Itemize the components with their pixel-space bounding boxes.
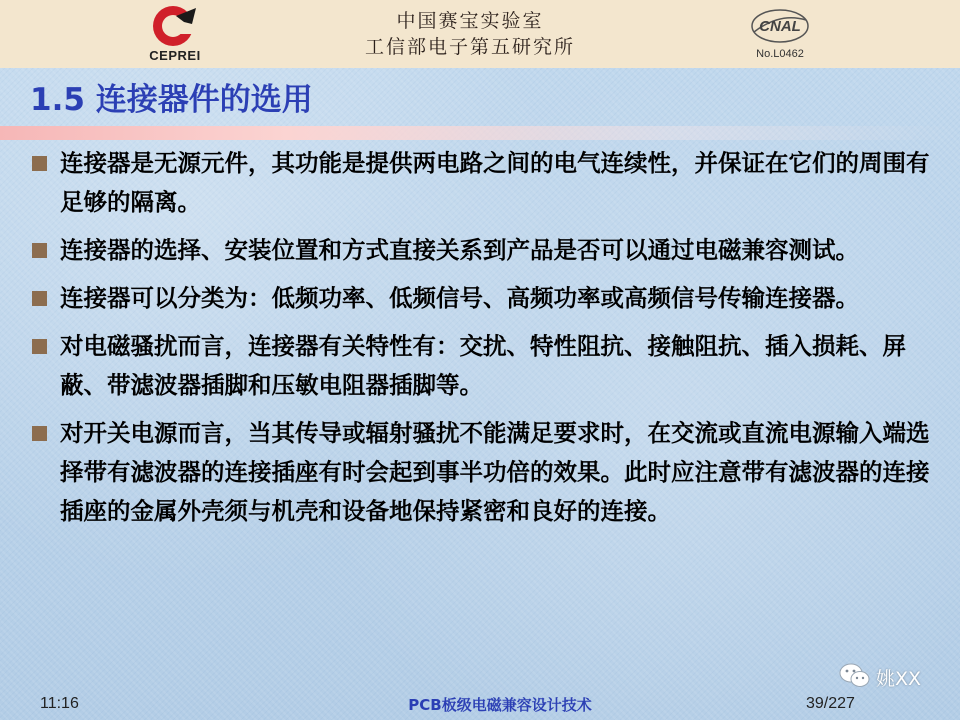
square-bullet-icon xyxy=(32,291,47,306)
bullet-item xyxy=(30,327,930,405)
bullet-list xyxy=(30,144,930,540)
cnal-logo xyxy=(740,6,820,64)
cnal-logo-text: No.L0462 xyxy=(756,48,804,60)
ceprei-logo-text: CEPREI xyxy=(149,48,201,63)
watermark xyxy=(838,658,948,694)
bullet-text: 对电磁骚扰而言，连接器有关特性有：交扰、特性阻抗、接触阻抗、插入损耗、屏蔽、带滤波器插脚和压敏电阻器插脚等。 xyxy=(60,332,906,399)
bullet-item xyxy=(30,414,930,531)
ceprei-logo xyxy=(140,4,210,64)
cnal-logo-icon xyxy=(748,6,812,46)
footer-title: PCB板级电磁兼容设计技术 xyxy=(408,696,592,714)
footer-time: 11:16 xyxy=(40,695,79,712)
watermark-text: 姚XX xyxy=(876,668,922,690)
wechat-icon xyxy=(838,662,872,690)
square-bullet-icon xyxy=(32,426,47,441)
bullet-item xyxy=(30,231,930,270)
bullet-text: 对开关电源而言，当其传导或辐射骚扰不能满足要求时，在交流或直流电源输入端选择带有滤波器的连接插座有时会起到事半功倍的效果。此时应注意带有滤波器的连接插座的金属外壳须与机壳和设备地保持紧密和良好的连接。 xyxy=(60,419,930,525)
bullet-item xyxy=(30,144,930,222)
header-title-line2: 工信部电子第五研究所 xyxy=(364,36,575,58)
slide-title: 1.5 连接器件的选用 xyxy=(30,82,313,118)
square-bullet-icon xyxy=(32,243,47,258)
square-bullet-icon xyxy=(32,156,47,171)
square-bullet-icon xyxy=(32,339,47,354)
cnal-logo-mark: CNAL xyxy=(759,18,801,35)
bullet-text: 连接器的选择、安装位置和方式直接关系到产品是否可以通过电磁兼容测试。 xyxy=(60,236,859,264)
ceprei-logo-icon xyxy=(148,4,202,48)
slide-header xyxy=(0,0,960,68)
header-title-line1: 中国赛宝实验室 xyxy=(396,10,544,32)
page-number: 39/227 xyxy=(806,695,855,712)
title-underline xyxy=(0,126,960,140)
header-titles xyxy=(310,8,630,60)
bullet-text: 连接器可以分类为：低频功率、低频信号、高频功率或高频信号传输连接器。 xyxy=(60,284,859,312)
bullet-text: 连接器是无源元件，其功能是提供两电路之间的电气连续性，并保证在它们的周围有足够的隔离。 xyxy=(60,149,930,216)
bullet-item xyxy=(30,279,930,318)
